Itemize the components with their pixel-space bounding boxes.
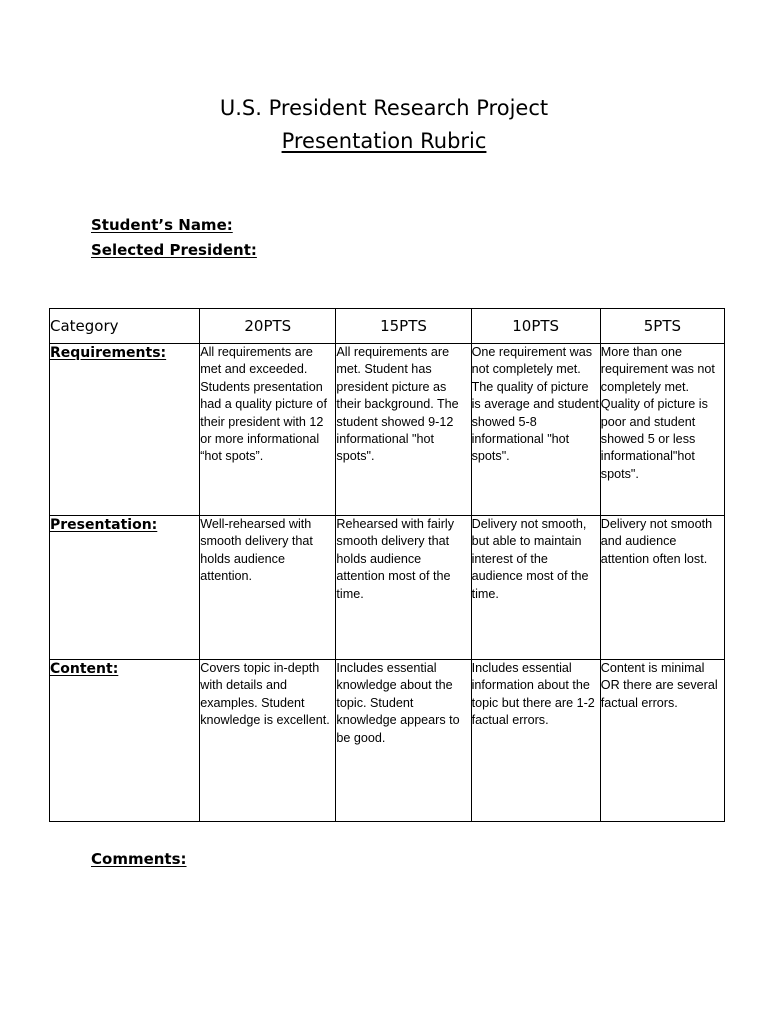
page-subtitle: Presentation Rubric [281, 129, 487, 153]
student-name-label: Student’s Name: [91, 216, 233, 234]
criteria-cell-5pts: More than one requirement was not completely met. Quality of picture is poor and student showed 5 or less informational"hot spots". [600, 344, 724, 516]
rubric-header-row [50, 309, 725, 344]
criteria-cell-10pts: One requirement was not completely met. The quality of picture is average and student showed 5-8 informational "hot spots". [471, 344, 600, 516]
rubric-table [49, 308, 725, 822]
criteria-cell-5pts: Delivery not smooth and audience attention often lost. [600, 516, 724, 660]
column-header-15pts: 15PTS [336, 309, 471, 344]
column-header-category: Category [50, 309, 200, 344]
column-header-10pts: 10PTS [471, 309, 600, 344]
category-cell [50, 516, 200, 660]
criteria-cell-20pts: Covers topic in-depth with details and examples. Student knowledge is excellent. [200, 660, 336, 822]
criteria-cell-15pts: Includes essential knowledge about the topic. Student knowledge appears to be good. [336, 660, 471, 822]
criteria-cell-10pts: Delivery not smooth, but able to maintain interest of the audience most of the time. [471, 516, 600, 660]
criteria-cell-20pts: All requirements are met and exceeded. Students presentation had a quality picture of their president with 12 or more informational “hot spots”. [200, 344, 336, 516]
rubric-row-content [50, 660, 725, 822]
category-label-content: Content: [50, 661, 119, 677]
category-label-presentation: Presentation: [50, 517, 158, 533]
column-header-5pts: 5PTS [600, 309, 724, 344]
category-cell [50, 660, 200, 822]
criteria-cell-5pts: Content is minimal OR there are several factual errors. [600, 660, 724, 822]
rubric-row-presentation [50, 516, 725, 660]
column-header-20pts: 20PTS [200, 309, 336, 344]
category-cell [50, 344, 200, 516]
selected-president-label: Selected President: [91, 241, 257, 259]
criteria-cell-10pts: Includes essential information about the topic but there are 1-2 factual errors. [471, 660, 600, 822]
criteria-cell-15pts: Rehearsed with fairly smooth delivery that holds audience attention most of the time. [336, 516, 471, 660]
criteria-cell-15pts: All requirements are met. Student has president picture as their background. The student showed 9-12 informational "hot spots". [336, 344, 471, 516]
criteria-cell-20pts: Well-rehearsed with smooth delivery that holds audience attention. [200, 516, 336, 660]
comments-label: Comments: [91, 850, 187, 868]
rubric-row-requirements [50, 344, 725, 516]
page-title: U.S. President Research Project [219, 96, 549, 120]
category-label-requirements: Requirements: [50, 345, 167, 361]
